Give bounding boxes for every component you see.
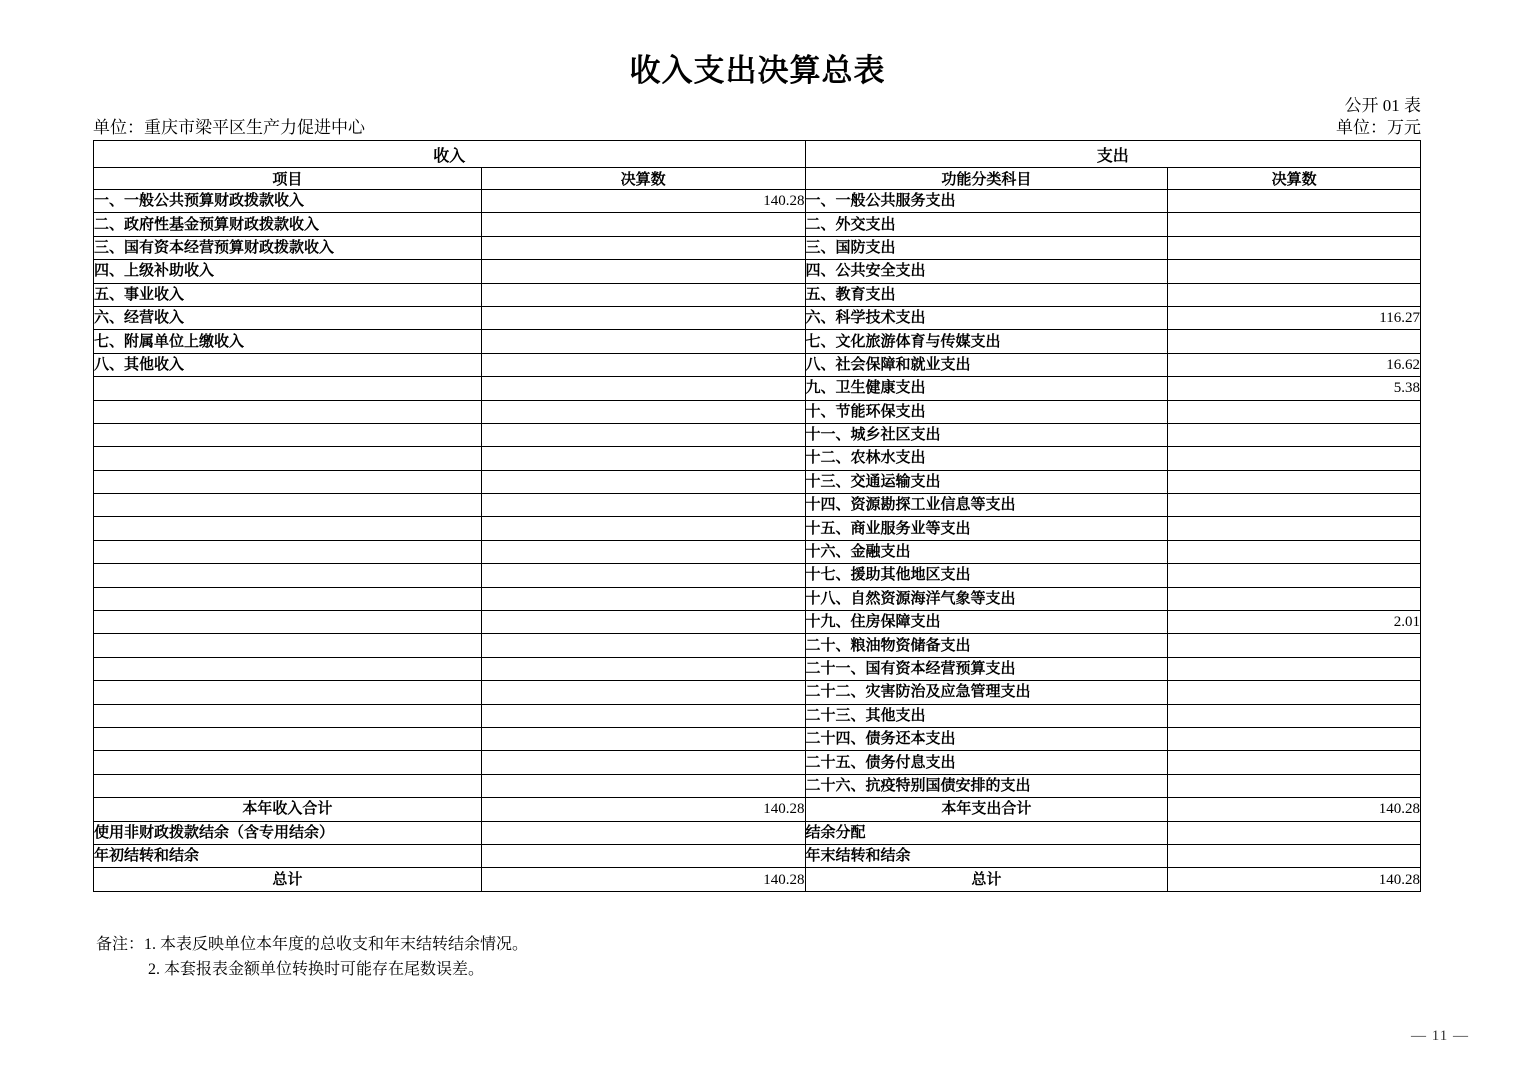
unit-row bbox=[93, 117, 1421, 138]
notes-block bbox=[96, 932, 1515, 982]
expense-amount-cell bbox=[1168, 821, 1421, 844]
income-item-cell bbox=[94, 423, 482, 446]
table-row bbox=[94, 447, 1421, 470]
income-item-cell bbox=[94, 704, 482, 727]
expense-item-cell: 八、社会保障和就业支出 bbox=[805, 353, 1168, 376]
income-item-cell bbox=[94, 470, 482, 493]
income-amount-cell bbox=[481, 260, 805, 283]
income-amount-column-header: 决算数 bbox=[481, 168, 805, 190]
expense-amount-cell bbox=[1168, 587, 1421, 610]
unit-name-label: 单位：重庆市梁平区生产力促进中心 bbox=[93, 118, 365, 137]
expense-item-cell: 十三、交通运输支出 bbox=[805, 470, 1168, 493]
expense-item-cell: 二十、粮油物资储备支出 bbox=[805, 634, 1168, 657]
table-row bbox=[94, 611, 1421, 634]
table-row bbox=[94, 798, 1421, 821]
expense-item-cell: 二、外交支出 bbox=[805, 213, 1168, 236]
expense-amount-cell bbox=[1168, 423, 1421, 446]
table-row bbox=[94, 213, 1421, 236]
table-row bbox=[94, 540, 1421, 563]
table-body bbox=[94, 190, 1421, 892]
table-row bbox=[94, 470, 1421, 493]
table-row bbox=[94, 517, 1421, 540]
income-item-cell: 一、一般公共预算财政拨款收入 bbox=[94, 190, 482, 213]
income-item-column-header: 项目 bbox=[94, 168, 482, 190]
expense-item-cell: 四、公共安全支出 bbox=[805, 260, 1168, 283]
income-amount-cell: 140.28 bbox=[481, 868, 805, 891]
expense-amount-cell: 5.38 bbox=[1168, 377, 1421, 400]
income-amount-cell bbox=[481, 447, 805, 470]
note-line-1 bbox=[96, 932, 1515, 957]
expense-item-cell: 六、科学技术支出 bbox=[805, 306, 1168, 329]
expense-item-cell: 十九、住房保障支出 bbox=[805, 611, 1168, 634]
table-row bbox=[94, 587, 1421, 610]
income-amount-cell bbox=[481, 634, 805, 657]
budget-summary-table bbox=[93, 140, 1421, 892]
note-line-2: 2. 本套报表金额单位转换时可能存在尾数误差。 bbox=[148, 960, 485, 978]
income-section-header: 收入 bbox=[94, 141, 806, 168]
income-amount-cell bbox=[481, 236, 805, 259]
expense-amount-cell bbox=[1168, 236, 1421, 259]
expense-amount-cell bbox=[1168, 540, 1421, 563]
income-item-cell: 使用非财政拨款结余（含专用结余） bbox=[94, 821, 482, 844]
expense-amount-cell bbox=[1168, 774, 1421, 797]
table-row bbox=[94, 634, 1421, 657]
expense-item-cell: 三、国防支出 bbox=[805, 236, 1168, 259]
expense-amount-cell: 140.28 bbox=[1168, 868, 1421, 891]
income-amount-cell bbox=[481, 681, 805, 704]
expense-item-cell: 五、教育支出 bbox=[805, 283, 1168, 306]
table-row bbox=[94, 190, 1421, 213]
income-amount-cell bbox=[481, 774, 805, 797]
income-item-cell: 四、上级补助收入 bbox=[94, 260, 482, 283]
income-item-cell bbox=[94, 774, 482, 797]
income-amount-cell bbox=[481, 423, 805, 446]
income-amount-cell bbox=[481, 611, 805, 634]
income-amount-cell bbox=[481, 494, 805, 517]
income-item-cell: 总计 bbox=[94, 868, 482, 891]
expense-item-cell: 本年支出合计 bbox=[805, 798, 1168, 821]
section-header-row bbox=[94, 141, 1421, 168]
income-item-cell: 年初结转和结余 bbox=[94, 844, 482, 867]
expense-item-cell: 二十五、债务付息支出 bbox=[805, 751, 1168, 774]
income-item-cell: 本年收入合计 bbox=[94, 798, 482, 821]
income-amount-cell bbox=[481, 377, 805, 400]
income-amount-cell bbox=[481, 844, 805, 867]
income-item-cell: 三、国有资本经营预算财政拨款收入 bbox=[94, 236, 482, 259]
expense-item-cell: 十五、商业服务业等支出 bbox=[805, 517, 1168, 540]
expense-amount-column-header: 决算数 bbox=[1168, 168, 1421, 190]
table-row bbox=[94, 400, 1421, 423]
table-row bbox=[94, 727, 1421, 750]
expense-amount-cell bbox=[1168, 283, 1421, 306]
income-amount-cell bbox=[481, 540, 805, 563]
income-amount-cell bbox=[481, 821, 805, 844]
expense-amount-cell: 2.01 bbox=[1168, 611, 1421, 634]
expense-amount-cell bbox=[1168, 330, 1421, 353]
table-row bbox=[94, 377, 1421, 400]
expense-amount-cell bbox=[1168, 657, 1421, 680]
income-amount-cell bbox=[481, 727, 805, 750]
expense-item-cell: 二十一、国有资本经营预算支出 bbox=[805, 657, 1168, 680]
table-code-label: 公开 01 表 bbox=[1344, 96, 1421, 115]
income-amount-cell bbox=[481, 751, 805, 774]
expense-item-cell: 二十六、抗疫特别国债安排的支出 bbox=[805, 774, 1168, 797]
expense-item-cell: 年末结转和结余 bbox=[805, 844, 1168, 867]
expense-item-cell: 二十四、债务还本支出 bbox=[805, 727, 1168, 750]
expense-amount-cell: 116.27 bbox=[1168, 306, 1421, 329]
table-row bbox=[94, 704, 1421, 727]
expense-amount-cell bbox=[1168, 517, 1421, 540]
expense-item-cell: 十六、金融支出 bbox=[805, 540, 1168, 563]
expense-item-cell: 十七、援助其他地区支出 bbox=[805, 564, 1168, 587]
income-item-cell bbox=[94, 634, 482, 657]
income-item-cell: 八、其他收入 bbox=[94, 353, 482, 376]
expense-item-column-header: 功能分类科目 bbox=[805, 168, 1168, 190]
income-item-cell bbox=[94, 681, 482, 704]
income-amount-cell: 140.28 bbox=[481, 798, 805, 821]
expense-item-cell: 十二、农林水支出 bbox=[805, 447, 1168, 470]
income-amount-cell bbox=[481, 657, 805, 680]
income-item-cell bbox=[94, 400, 482, 423]
income-amount-cell bbox=[481, 470, 805, 493]
expense-amount-cell bbox=[1168, 213, 1421, 236]
column-header-row bbox=[94, 168, 1421, 190]
expense-item-cell: 七、文化旅游体育与传媒支出 bbox=[805, 330, 1168, 353]
income-amount-cell bbox=[481, 517, 805, 540]
expense-amount-cell: 140.28 bbox=[1168, 798, 1421, 821]
table-row bbox=[94, 306, 1421, 329]
income-item-cell bbox=[94, 751, 482, 774]
income-amount-cell bbox=[481, 213, 805, 236]
expense-amount-cell bbox=[1168, 260, 1421, 283]
table-row bbox=[94, 564, 1421, 587]
income-item-cell bbox=[94, 377, 482, 400]
expense-amount-cell bbox=[1168, 634, 1421, 657]
income-item-cell bbox=[94, 611, 482, 634]
expense-amount-cell bbox=[1168, 400, 1421, 423]
expense-item-cell: 十八、自然资源海洋气象等支出 bbox=[805, 587, 1168, 610]
expense-amount-cell bbox=[1168, 190, 1421, 213]
income-item-cell bbox=[94, 587, 482, 610]
income-item-cell bbox=[94, 517, 482, 540]
expense-amount-cell bbox=[1168, 564, 1421, 587]
income-item-cell: 七、附属单位上缴收入 bbox=[94, 330, 482, 353]
table-row bbox=[94, 868, 1421, 891]
income-amount-cell bbox=[481, 306, 805, 329]
page-title: 收入支出决算总表 bbox=[629, 53, 886, 88]
expense-item-cell: 二十三、其他支出 bbox=[805, 704, 1168, 727]
income-item-cell bbox=[94, 564, 482, 587]
table-row bbox=[94, 260, 1421, 283]
expense-amount-cell bbox=[1168, 844, 1421, 867]
expense-item-cell: 二十二、灾害防治及应急管理支出 bbox=[805, 681, 1168, 704]
expense-amount-cell bbox=[1168, 494, 1421, 517]
expense-amount-cell bbox=[1168, 681, 1421, 704]
expense-item-cell: 十四、资源勘探工业信息等支出 bbox=[805, 494, 1168, 517]
expense-amount-cell bbox=[1168, 727, 1421, 750]
expense-item-cell: 十一、城乡社区支出 bbox=[805, 423, 1168, 446]
income-amount-cell: 140.28 bbox=[481, 190, 805, 213]
table-row bbox=[94, 821, 1421, 844]
expense-item-cell: 九、卫生健康支出 bbox=[805, 377, 1168, 400]
income-amount-cell bbox=[481, 330, 805, 353]
table-row bbox=[94, 494, 1421, 517]
income-item-cell bbox=[94, 447, 482, 470]
table-row bbox=[94, 330, 1421, 353]
income-amount-cell bbox=[481, 587, 805, 610]
table-row bbox=[94, 283, 1421, 306]
income-item-cell: 五、事业收入 bbox=[94, 283, 482, 306]
income-amount-cell bbox=[481, 283, 805, 306]
table-row bbox=[94, 681, 1421, 704]
table-row bbox=[94, 774, 1421, 797]
income-amount-cell bbox=[481, 353, 805, 376]
expense-section-header: 支出 bbox=[805, 141, 1420, 168]
expense-item-cell: 一、一般公共服务支出 bbox=[805, 190, 1168, 213]
table-row bbox=[94, 751, 1421, 774]
note-1-text: 1. 本表反映单位本年度的总收支和年末结转结余情况。 bbox=[144, 935, 529, 953]
income-item-cell bbox=[94, 727, 482, 750]
expense-amount-cell bbox=[1168, 704, 1421, 727]
notes-label: 备注： bbox=[96, 935, 145, 953]
income-item-cell bbox=[94, 540, 482, 563]
expense-amount-cell bbox=[1168, 751, 1421, 774]
expense-amount-cell bbox=[1168, 447, 1421, 470]
income-amount-cell bbox=[481, 400, 805, 423]
expense-item-cell: 总计 bbox=[805, 868, 1168, 891]
income-item-cell bbox=[94, 657, 482, 680]
expense-amount-cell bbox=[1168, 470, 1421, 493]
expense-amount-cell: 16.62 bbox=[1168, 353, 1421, 376]
income-amount-cell bbox=[481, 704, 805, 727]
income-item-cell: 二、政府性基金预算财政拨款收入 bbox=[94, 213, 482, 236]
table-row bbox=[94, 423, 1421, 446]
income-item-cell bbox=[94, 494, 482, 517]
table-row bbox=[94, 844, 1421, 867]
table-row bbox=[94, 657, 1421, 680]
expense-item-cell: 十、节能环保支出 bbox=[805, 400, 1168, 423]
table-row bbox=[94, 353, 1421, 376]
unit-money-label: 单位：万元 bbox=[1336, 118, 1421, 137]
table-row bbox=[94, 236, 1421, 259]
page-number: — 11 — bbox=[1411, 1028, 1469, 1044]
expense-item-cell: 结余分配 bbox=[805, 821, 1168, 844]
income-item-cell: 六、经营收入 bbox=[94, 306, 482, 329]
income-amount-cell bbox=[481, 564, 805, 587]
